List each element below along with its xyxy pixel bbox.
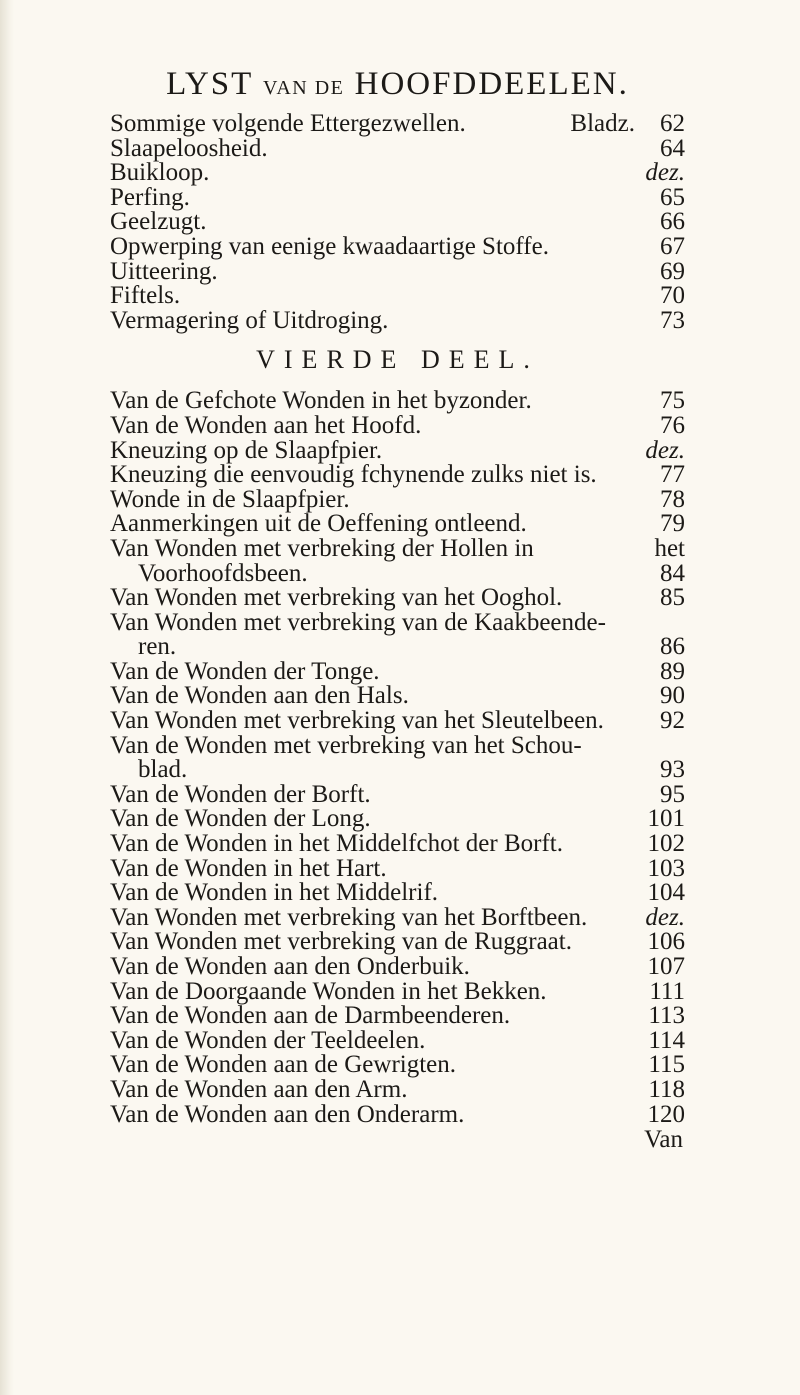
entry-title: Buikloop. <box>110 159 210 187</box>
entry-title: blad. <box>138 756 188 784</box>
entry-title: Van de Wonden der Tonge. <box>110 657 380 685</box>
contents-entry <box>110 1026 685 1054</box>
entry-title: ren. <box>138 633 177 661</box>
contents-entry <box>110 635 685 660</box>
contents-entry <box>110 161 685 186</box>
entry-title: Van de Wonden der Borft. <box>110 780 371 808</box>
contents-entry <box>110 306 685 334</box>
page-number: 70 <box>660 282 685 310</box>
entry-title: Van de Wonden der Long. <box>110 805 371 833</box>
entry-title: Geelzugt. <box>110 208 207 236</box>
page-number: dez. <box>645 436 685 464</box>
contents-entry <box>110 463 685 488</box>
contents-entry <box>110 512 685 537</box>
contents-entry <box>110 183 685 211</box>
entry-title: Van Wonden met verbreking van het Ooghol. <box>110 584 563 612</box>
contents-entry <box>110 1075 685 1103</box>
section-heading: VIERDE DEEL. <box>256 345 539 375</box>
contents-entry <box>110 807 685 832</box>
page-number: 69 <box>660 257 685 285</box>
entry-title: Van Wonden met verbreking van de Ruggraat. <box>110 928 572 956</box>
entry-title: Van de Wonden aan het Hoofd. <box>110 411 422 439</box>
contents-entry <box>110 608 685 636</box>
contents-entry <box>110 1100 685 1128</box>
entry-title: Van de Wonden aan den Onderbuik. <box>110 953 470 980</box>
contents-entry <box>110 832 685 857</box>
page-number: 78 <box>660 485 685 513</box>
contents-entry <box>110 534 685 562</box>
entry-title: Van Wonden met verbreking van de Kaakbeende- <box>110 608 606 636</box>
contents-entry <box>110 389 685 414</box>
page-number: 75 <box>660 387 685 415</box>
entry-title: Voorhoofdsbeen. <box>138 559 308 587</box>
contents-entry <box>110 232 685 260</box>
page-number: 115 <box>648 1051 685 1079</box>
entry-title: Aanmerkingen uit de Oeffening ontleend. <box>110 510 527 538</box>
entry-title: Van de Wonden aan de Darmbeenderen. <box>110 1002 511 1030</box>
entry-title: Van de Wonden aan den Arm. <box>110 1075 408 1103</box>
page-number: 103 <box>647 854 685 882</box>
page-number: 90 <box>660 682 685 710</box>
contents-entry <box>110 559 685 587</box>
contents-entry <box>110 709 685 734</box>
entry-title: Kneuzing die eenvoudig fchynende zulks niet is. <box>110 461 597 489</box>
contents-entry <box>110 112 685 137</box>
page-number: 79 <box>660 510 685 538</box>
contents-entry <box>110 731 685 759</box>
page-number: dez. <box>645 159 685 187</box>
entry-title: Opwerping van eenige kwaadaartige Stoffe. <box>110 232 549 260</box>
page-title: LYST VAN DE HOOFDDEELEN. <box>166 66 629 102</box>
page-edge <box>0 0 14 1395</box>
page-number: 66 <box>660 208 685 236</box>
entry-title: Van de Wonden in het Middelfchot der Borft. <box>110 830 563 858</box>
entry-title: Van de Wonden der Teeldeelen. <box>110 1026 426 1054</box>
page-number: 89 <box>660 657 685 685</box>
contents-entry <box>110 854 685 882</box>
contents-entry <box>110 411 685 439</box>
catchword: Van <box>644 1126 683 1154</box>
contents-section-1 <box>110 112 685 333</box>
contents-entry <box>110 257 685 285</box>
page-number: 106 <box>647 928 685 956</box>
entry-title: Perfing. <box>110 183 190 211</box>
contents-entry <box>110 284 685 309</box>
entry-title: Van Wonden met verbreking der Hollen in <box>110 534 534 562</box>
bladz-label: Bladz. <box>570 110 635 137</box>
entry-title: Van de Wonden aan de Gewrigten. <box>110 1051 457 1079</box>
entry-title: Van de Wonden in het Hart. <box>110 854 387 882</box>
page-number: 85 <box>660 584 685 612</box>
entry-title: Van de Gefchote Wonden in het byzonder. <box>110 387 532 415</box>
page-number: 67 <box>660 232 685 260</box>
contents-entry <box>110 586 685 611</box>
page-number: het <box>654 534 685 562</box>
entry-title: Wonde in de Slaapfpier. <box>110 485 350 513</box>
page-number: 113 <box>648 1002 685 1030</box>
page-number: 92 <box>660 707 685 735</box>
entry-title: Slaapeloosheid. <box>110 134 268 162</box>
entry-title: Van de Wonden met verbreking van het Schou- <box>110 731 582 759</box>
page-number: 73 <box>660 306 685 334</box>
page-number: 118 <box>648 1075 685 1103</box>
page-number: 101 <box>647 805 685 833</box>
entry-title: Fiftels. <box>110 282 181 310</box>
page-number: 76 <box>660 411 685 439</box>
entry-title: Van de Doorgaande Wonden in het Bekken. <box>110 977 547 1005</box>
page-number: 84 <box>660 559 685 587</box>
contents-entry <box>110 684 685 709</box>
entry-title: Van Wonden met verbreking van het Borftbeen. <box>110 903 588 931</box>
page-number: dez. <box>645 903 685 931</box>
contents-entry <box>110 930 685 955</box>
contents-entry <box>110 485 685 513</box>
contents-entry <box>110 903 685 931</box>
contents-entry <box>110 436 685 464</box>
contents-entry <box>110 881 685 906</box>
contents-entry <box>110 780 685 808</box>
contents-entry <box>110 657 685 685</box>
page-number: 77 <box>660 461 685 489</box>
page-number: 86 <box>660 633 685 661</box>
page-number: 93 <box>660 756 685 784</box>
page-number: 111 <box>649 977 685 1005</box>
contents-entry <box>110 977 685 1005</box>
entry-title: Vermagering of Uitdroging. <box>110 306 389 334</box>
entry-title: Kneuzing op de Slaapfpier. <box>110 436 383 464</box>
entry-title: Van de Wonden in het Middelrif. <box>110 879 439 907</box>
page-number: 107 <box>647 953 685 980</box>
entry-title: Van de Wonden aan den Onderarm. <box>110 1100 465 1128</box>
page-number: 114 <box>648 1026 685 1054</box>
contents-entry <box>110 134 685 162</box>
page-number: 120 <box>647 1100 685 1128</box>
page-number: 65 <box>660 183 685 211</box>
entry-title: Van Wonden met verbreking van het Sleutelbeen. <box>110 707 604 735</box>
entry-title: Sommige volgende Ettergezwellen. <box>110 110 466 137</box>
contents-entry <box>110 210 685 235</box>
page-number: 64 <box>660 134 685 162</box>
page-number: 104 <box>647 879 685 907</box>
page-number: 95 <box>660 780 685 808</box>
contents-entry <box>110 1004 685 1029</box>
contents-entry <box>110 1053 685 1078</box>
page-number: 62 <box>660 110 685 137</box>
entry-title: Uitteering. <box>110 257 218 285</box>
table-of-contents <box>110 64 685 1153</box>
contents-section-2 <box>110 389 685 1127</box>
contents-entry <box>110 955 685 980</box>
page-number: 102 <box>647 830 685 858</box>
entry-title: Van de Wonden aan den Hals. <box>110 682 409 710</box>
contents-entry <box>110 758 685 783</box>
